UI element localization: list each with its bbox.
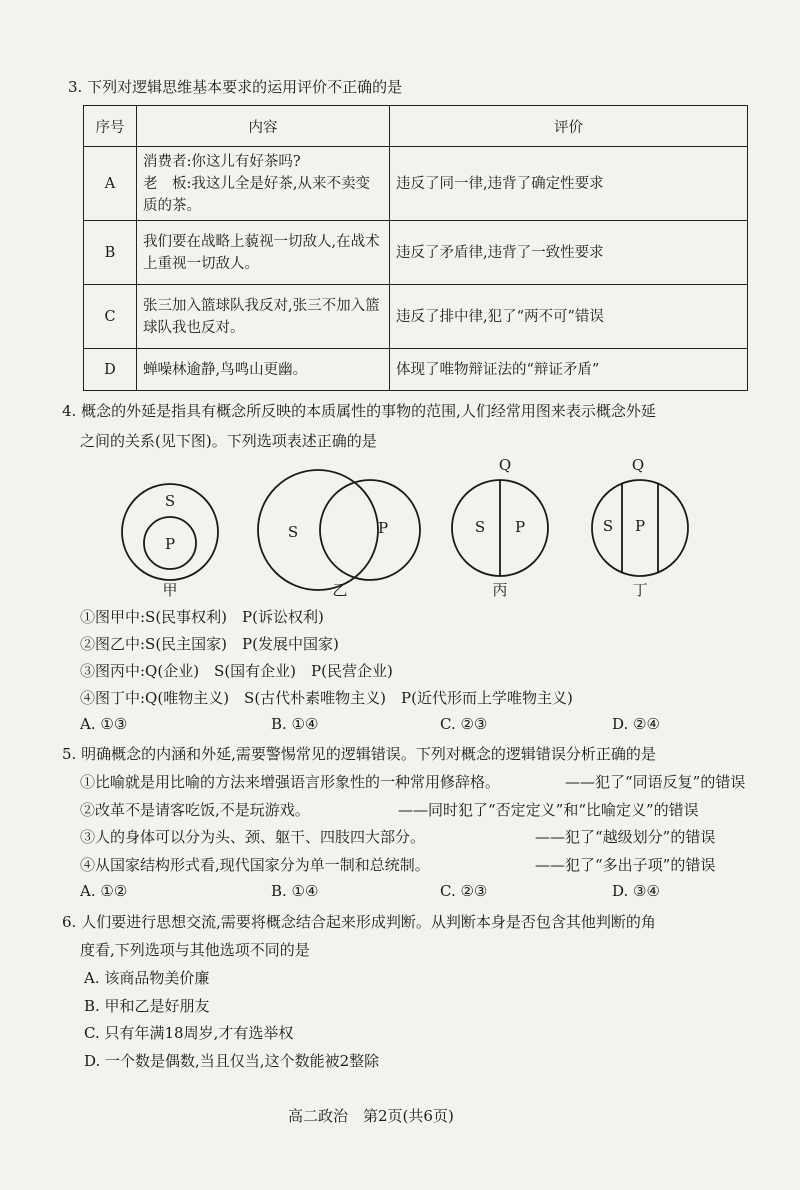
venn-diagrams bbox=[0, 450, 800, 600]
q5-item-3-analysis: ——犯了“越级划分”的错误 bbox=[535, 828, 716, 846]
caption-yi: 乙 bbox=[332, 581, 348, 599]
label-P: P bbox=[634, 517, 646, 535]
row-no: B bbox=[84, 221, 137, 285]
q4-item-3: ③图丙中:Q(企业) S(国有企业) P(民营企业) bbox=[80, 662, 393, 680]
label-S: S bbox=[287, 523, 299, 541]
q4-option-c: C. ②③ bbox=[440, 715, 488, 733]
row-no: C bbox=[84, 285, 137, 349]
q5-item-1-text: ①比喻就是用比喻的方法来增强语言形象性的一种常用修辞格。 bbox=[80, 773, 501, 791]
diagram-yi-left-circle bbox=[258, 470, 378, 590]
q5-stem: 5. 明确概念的内涵和外延,需要警惕常见的逻辑错误。下列对概念的逻辑错误分析正确的是 bbox=[62, 745, 656, 763]
label-Q: Q bbox=[631, 456, 645, 474]
q6-stem-line1: 6. 人们要进行思想交流,需要将概念结合起来形成判断。从判断本身是否包含其他判断的角 bbox=[62, 913, 656, 931]
q5-option-d: D. ③④ bbox=[612, 882, 660, 900]
q4-option-b: B. ①④ bbox=[271, 715, 319, 733]
q4-stem-line2: 之间的关系(见下图)。下列选项表述正确的是 bbox=[80, 432, 377, 450]
q5-option-b: B. ①④ bbox=[271, 882, 319, 900]
q5-item-2-analysis: ——同时犯了“否定定义”和“比喻定义”的错误 bbox=[398, 801, 699, 819]
table-row bbox=[84, 221, 748, 285]
caption-jia: 甲 bbox=[162, 581, 178, 599]
table-row bbox=[84, 349, 748, 391]
row-eval: 违反了同一律,违背了确定性要求 bbox=[390, 147, 748, 221]
label-Q: Q bbox=[498, 456, 512, 474]
q3-table bbox=[83, 105, 748, 391]
table-header-row bbox=[84, 106, 748, 147]
q4-stem-line1: 4. 概念的外延是指具有概念所反映的本质属性的事物的范围,人们经常用图来表示概念外延 bbox=[62, 402, 656, 420]
q5-item-2-text: ②改革不是请客吃饭,不是玩游戏。 bbox=[80, 801, 310, 819]
q6-option-c: C. 只有年满18周岁,才有选举权 bbox=[84, 1024, 294, 1042]
row-no: D bbox=[84, 349, 137, 391]
q5-item-4-text: ④从国家结构形式看,现代国家分为单一制和总统制。 bbox=[80, 856, 430, 874]
q4-item-2: ②图乙中:S(民主国家) P(发展中国家) bbox=[80, 635, 339, 653]
q4-option-a: A. ①③ bbox=[80, 715, 128, 733]
q5-option-a: A. ①② bbox=[80, 882, 128, 900]
q5-item-3-text: ③人的身体可以分为头、颈、躯干、四肢四大部分。 bbox=[80, 828, 426, 846]
label-S: S bbox=[474, 518, 486, 536]
row-content: 我们要在战略上藐视一切敌人,在战术上重视一切敌人。 bbox=[137, 221, 390, 285]
caption-ding: 丁 bbox=[632, 581, 648, 599]
q4-option-d: D. ②④ bbox=[612, 715, 660, 733]
caption-bing: 丙 bbox=[492, 581, 508, 599]
row-no: A bbox=[84, 147, 137, 221]
q6-option-b: B. 甲和乙是好朋友 bbox=[84, 997, 210, 1015]
q4-item-1: ①图甲中:S(民事权利) P(诉讼权利) bbox=[80, 608, 324, 626]
q5-option-c: C. ②③ bbox=[440, 882, 488, 900]
q5-item-4-analysis: ——犯了“多出子项”的错误 bbox=[535, 856, 716, 874]
row-eval: 体现了唯物辩证法的“辩证矛盾” bbox=[390, 349, 748, 391]
table-row bbox=[84, 285, 748, 349]
label-P: P bbox=[514, 518, 526, 536]
row-eval: 违反了矛盾律,违背了一致性要求 bbox=[390, 221, 748, 285]
table-row bbox=[84, 147, 748, 221]
row-content: 蝉噪林逾静,鸟鸣山更幽。 bbox=[137, 349, 390, 391]
q4-item-4: ④图丁中:Q(唯物主义) S(古代朴素唯物主义) P(近代形而上学唯物主义) bbox=[80, 689, 573, 707]
label-S: S bbox=[164, 492, 176, 510]
q6-option-a: A. 该商品物美价廉 bbox=[84, 969, 210, 987]
header-content: 内容 bbox=[137, 106, 390, 147]
header-eval: 评价 bbox=[390, 106, 748, 147]
diagram-yi-right-circle bbox=[320, 480, 420, 580]
row-content: 消费者:你这儿有好茶吗? 老 板:我这儿全是好茶,从来不卖变质的茶。 bbox=[137, 147, 390, 221]
q5-item-1-analysis: ——犯了“同语反复”的错误 bbox=[565, 773, 746, 791]
page-footer: 高二政治 第2页(共6页) bbox=[288, 1107, 454, 1125]
label-P: P bbox=[164, 535, 176, 553]
q3-stem: 3. 下列对逻辑思维基本要求的运用评价不正确的是 bbox=[68, 78, 403, 96]
label-P: P bbox=[377, 519, 389, 537]
header-no: 序号 bbox=[84, 106, 137, 147]
q6-option-d: D. 一个数是偶数,当且仅当,这个数能被2整除 bbox=[84, 1052, 380, 1070]
row-content: 张三加入篮球队我反对,张三不加入篮球队我也反对。 bbox=[137, 285, 390, 349]
row-eval: 违反了排中律,犯了“两不可”错误 bbox=[390, 285, 748, 349]
label-S: S bbox=[602, 517, 614, 535]
q6-stem-line2: 度看,下列选项与其他选项不同的是 bbox=[80, 941, 310, 959]
